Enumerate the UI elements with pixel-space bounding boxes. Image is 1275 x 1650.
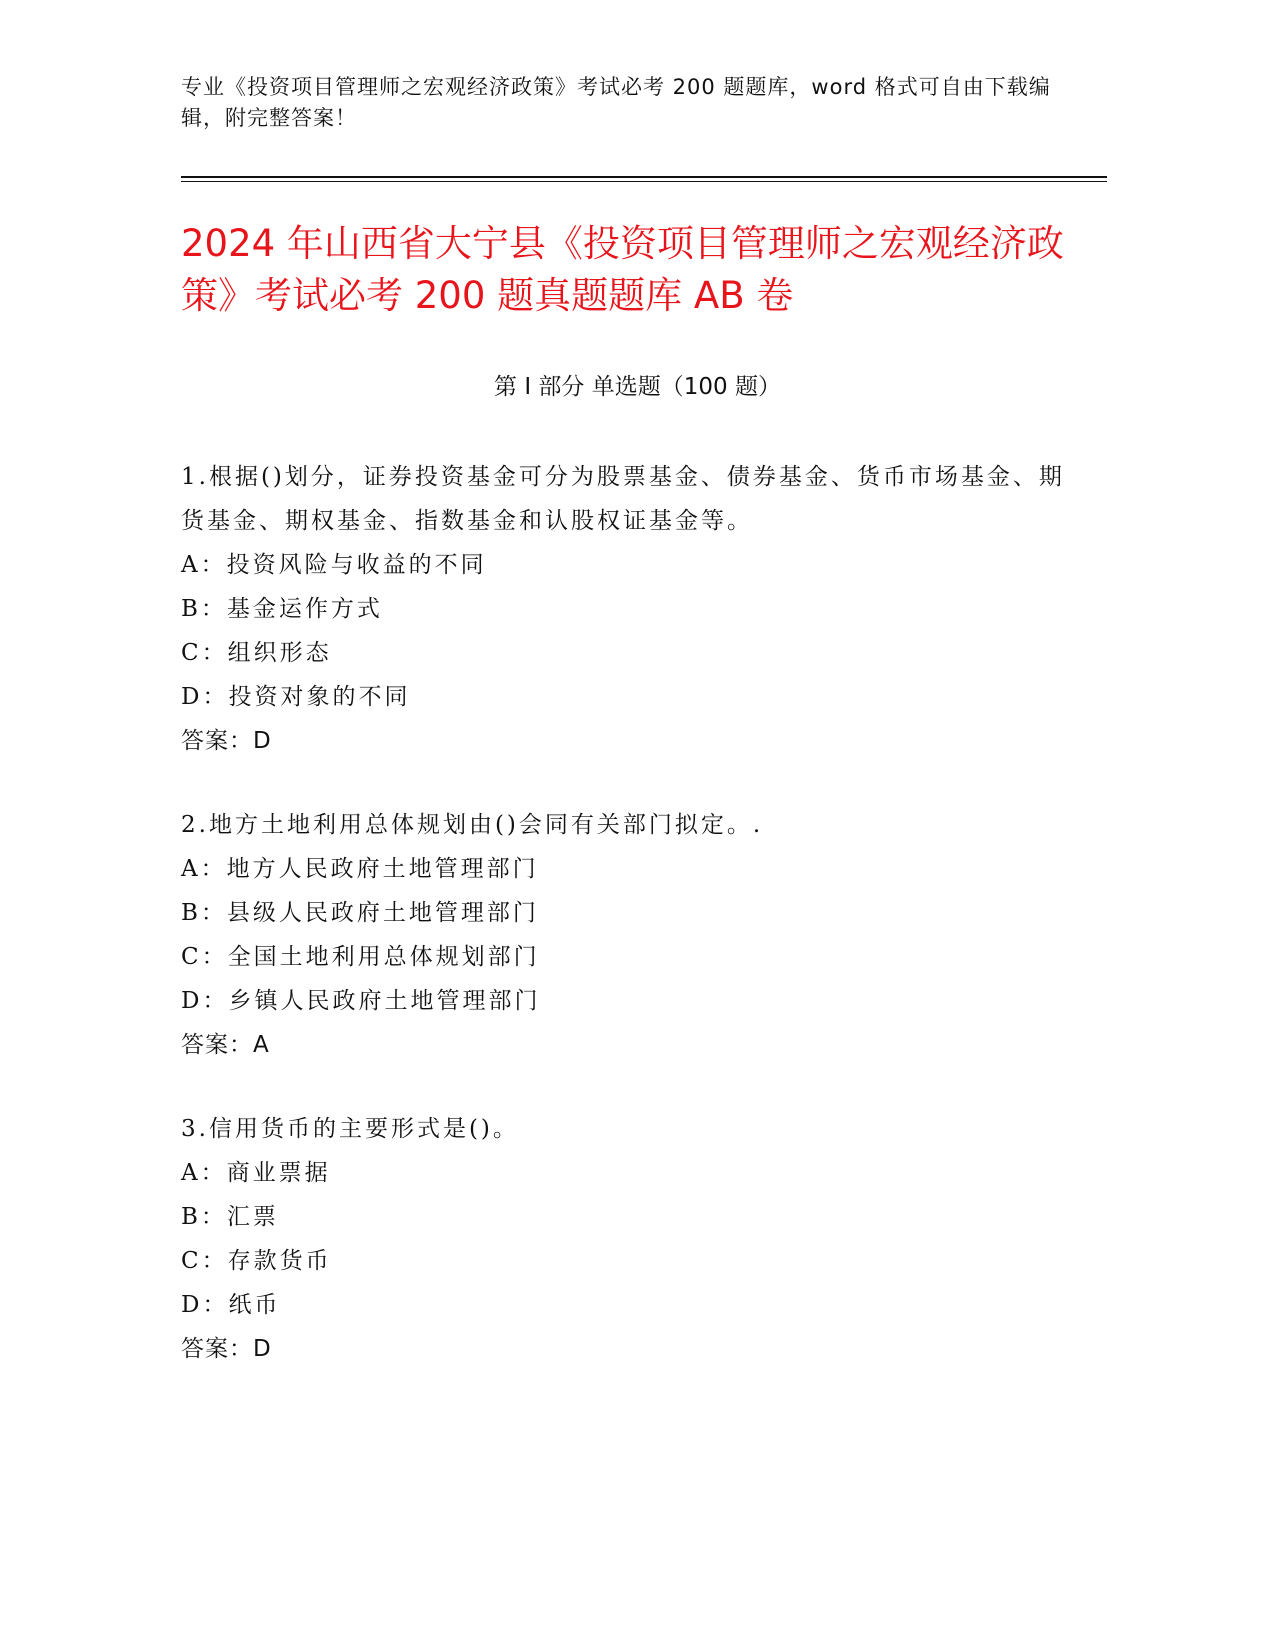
option-d: D：乡镇人民政府土地管理部门 (181, 988, 541, 1014)
document-title: 2024 年山西省大宁县《投资项目管理师之宏观经济政策》考试必考 200 题真题题库 AB 卷 (181, 222, 1064, 317)
option-c: C：组织形态 (181, 640, 332, 666)
option-d: D：纸币 (181, 1292, 281, 1318)
header-rule-thin (181, 181, 1107, 182)
section-title: 第 I 部分 单选题（100 题） (494, 374, 781, 400)
option-c: C：存款货币 (181, 1248, 332, 1274)
question-2 (181, 803, 1081, 1067)
question-list (181, 455, 1081, 1411)
question-1 (181, 455, 1081, 763)
question-stem: 1.根据()划分，证券投资基金可分为股票基金、债券基金、货币市场基金、期货基金、期权基金、指数基金和认股权证基金等。 (181, 464, 1065, 534)
option-a: A：地方人民政府土地管理部门 (181, 856, 539, 882)
header-note: 专业《投资项目管理师之宏观经济政策》考试必考 200 题题库，word 格式可自由下载编辑，附完整答案！ (181, 75, 1051, 130)
answer: 答案：D (181, 1336, 272, 1362)
option-a: A：投资风险与收益的不同 (181, 552, 487, 578)
question-3 (181, 1107, 1081, 1371)
option-a: A：商业票据 (181, 1160, 331, 1186)
option-c: C：全国土地利用总体规划部门 (181, 944, 540, 970)
option-b: B：基金运作方式 (181, 596, 383, 622)
question-stem: 3.信用货币的主要形式是()。 (181, 1116, 519, 1142)
header-rule-thick (181, 176, 1107, 178)
option-b: B：县级人民政府土地管理部门 (181, 900, 539, 926)
answer: 答案：A (181, 1032, 270, 1058)
question-stem: 2.地方土地利用总体规划由()会同有关部门拟定。. (181, 812, 764, 838)
option-d: D：投资对象的不同 (181, 684, 411, 710)
answer: 答案：D (181, 728, 272, 754)
option-b: B：汇票 (181, 1204, 279, 1230)
